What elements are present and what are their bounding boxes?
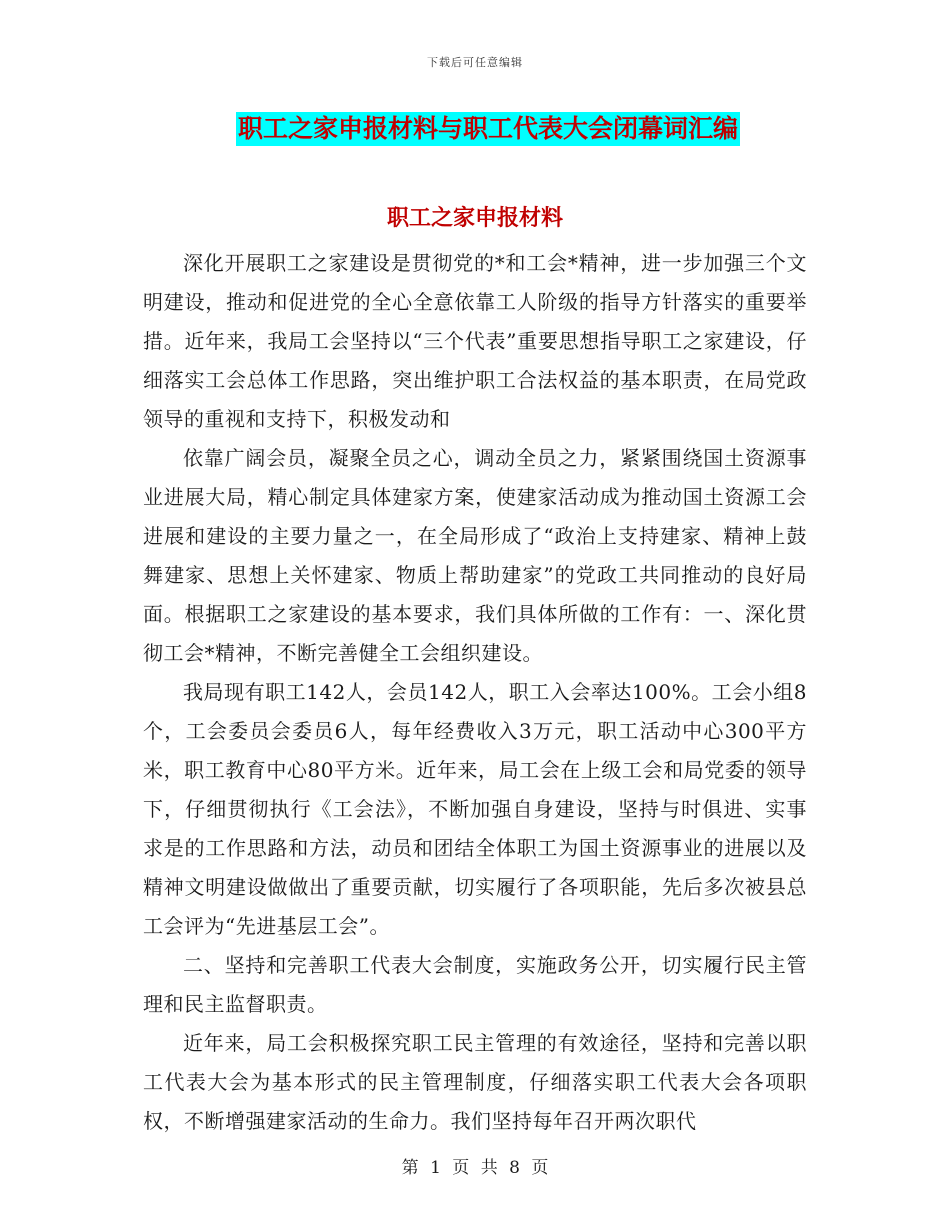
section-title: 职工之家申报材料 xyxy=(386,205,563,231)
paragraph-4: 二、坚持和完善职工代表大会制度，实施政务公开，切实履行民主管理和民主监督职责。 xyxy=(143,953,807,1016)
page-header-note: 下载后可任意编辑 xyxy=(427,56,523,69)
paragraph-5: 近年来，局工会积极探究职工民主管理的有效途径，坚持和完善以职工代表大会为基本形式的民主管理制度，仔细落实职工代表大会各项职权，不断增强建家活动的生命力。我们坚持每年召开两次职代 xyxy=(143,1031,807,1133)
paragraph-3: 我局现有职工142人，会员142人，职工入会率达100%。工会小组8个，工会委员会委员6人，每年经费收入3万元，职工活动中心300平方米，职工教育中心80平方米。近年来，局工会在上级工会和局党委的领导下，仔细贯彻执行《工会法》，不断加强自身建设，坚持与时俱进、实事求是的工作思路和方法，动员和团结全体职工为国土资源事业的进展以及精神文明建设做做出了重要贡献，切实履行了各项职能，先后多次被县总工会评为“先进基层工会”。 xyxy=(143,680,807,938)
document-body xyxy=(143,244,807,1141)
paragraph-1: 深化开展职工之家建设是贯彻党的*和工会*精神，进一步加强三个文明建设，推动和促进党的全心全意依靠工人阶级的指导方针落实的重要举措。近年来，我局工会坚持以“三个代表”重要思想指导职工之家建设，仔细落实工会总体工作思路，突出维护职工合法权益的基本职责，在局党政领导的重视和支持下，积极发动和 xyxy=(143,251,807,431)
paragraph-2: 依靠广阔会员，凝聚全员之心，调动全员之力，紧紧围绕国土资源事业进展大局，精心制定具体建家方案，使建家活动成为推动国土资源工会进展和建设的主要力量之一，在全局形成了“政治上支持建家、精神上鼓舞建家、思想上关怀建家、物质上帮助建家”的党政工共同推动的良好局面。根据职工之家建设的基本要求，我们具体所做的工作有：一、深化贯彻工会*精神，不断完善健全工会组织建设。 xyxy=(143,446,807,665)
document-title: 职工之家申报材料与职工代表大会闭幕词汇编 xyxy=(236,112,740,146)
page-number-footer: 第 1 页 共 8 页 xyxy=(401,1158,549,1178)
